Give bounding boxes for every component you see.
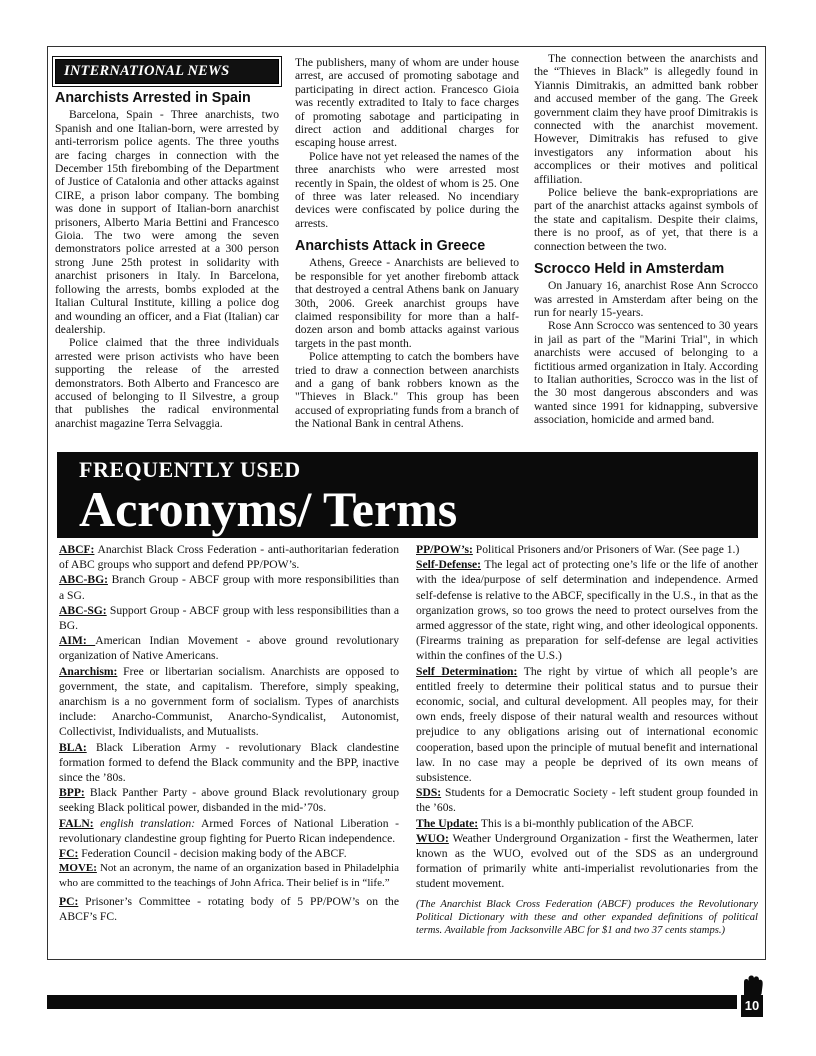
article-paragraph: The publishers, many of whom are under house arrest, are accused of promoting sabotage and participating in direct action. Francesco Gioia was recently extradited to Italy to face charges of promoting sabotage and participating in direct action and additional charges for escaping house arrest.	[295, 56, 519, 150]
glossary-entry: WUO: Weather Underground Organization - first the Weathermen, later known as the WUO, evolved out of the SDS as an underground formation of primarily white anti-imperialist revolutionaries from the student movement.	[416, 831, 758, 891]
news-column-2	[295, 56, 519, 431]
article-paragraph: Rose Ann Scrocco was sentenced to 30 years in jail as part of the "Marini Trial", in which anarchists were accused of belonging to a fictitious armed organization in Italy. According to Italian authorities, Scrocco was in the list of the 30 most dangerous absconders and was wanted since 1991 for kidnapping, subversive association, homicide and armed band.	[534, 319, 758, 427]
glossary-entry: SDS: Students for a Democratic Society - left student group founded in the ’60s.	[416, 786, 758, 815]
page-number: 10	[741, 995, 763, 1017]
glossary-banner	[57, 452, 758, 538]
article-title-spain: Anarchists Arrested in Spain	[55, 90, 251, 107]
article-paragraph: Barcelona, Spain - Three anarchists, two Spanish and one Italian-born, were arrested by anti-terrorism police agents. The three youths are facing charges in connection with the December 15th firebombing of the Department of Justice of Catalonia and other attacks against CIRE, a prison labor company. The bombing was done in support of Italian-born anarchist prisoners, Alberto Maria Bettini and Francesco Gioia. The two were among the seven demonstrators police arrested at a 300 person strong June 25th protest in solidarity with anarchist prisoners in Italy. In Barcelona, following the arrests, bombs exploded at the Italian Cultural Institute, killing a police dog and wounding an officer, and a Fiat (Italian) car dealership.	[55, 108, 279, 336]
footer-bar	[47, 995, 737, 1009]
banner-subtitle: FREQUENTLY USED	[79, 457, 301, 482]
glossary-entry: FALN: english translation: Armed Forces of National Liberation - revolutionary clandestine group fighting for Puerto Rican independence.	[59, 816, 399, 845]
glossary-entry: ABCF: Anarchist Black Cross Federation - anti-authoritarian federation of ABC groups who support and defend PP/POW’s.	[59, 543, 399, 572]
glossary-entry: BLA: Black Liberation Army - revolutionary Black clandestine formation formed to defend the Black community and the BPP, inactive since the ’80s.	[59, 740, 399, 785]
glossary-entry: Self Determination: The right by virtue of which all people’s are entitled freely to determine their political status and to pursue their economic, social, and cultural development. All peoples may, for their own ends, freely dispose of their natural wealth and resources without prejudice to any obligations arising out of international economic cooperation, based upon the principle of mutual benefit and international law. In no case may a people be deprived of its own means of subsistence.	[416, 664, 758, 785]
article-paragraph: Police believe the bank-expropriations are part of the anarchist attacks against symbols of the state and capitalism. Despite their claims, there is no proof, as of yet, that there is a connection between the two.	[534, 186, 758, 253]
article-title-greece: Anarchists Attack in Greece	[295, 238, 486, 255]
publication-note: (The Anarchist Black Cross Federation (ABCF) produces the Revolutionary Political Dictionary with these and other expanded definitions of political terms. Available from Jacksonville ABC for $1 and two 37 cents stamps.)	[416, 898, 758, 937]
article-paragraph: Police attempting to catch the bombers have tried to draw a connection between anarchists and a gang of bank robbers known as the "Thieves in Black." This group has been accused of expropriating funds from a branch of the National Bank in central Athens.	[295, 350, 519, 431]
article-paragraph: Police claimed that the three individuals arrested were prison activists who have been supporting the release of the arrested demonstrators. Both Alberto and Francesco are accused of belonging to Il Silvestre, a group that publishes the radical environmental anarchist magazine Terra Selvaggia.	[55, 336, 279, 430]
glossary-entry: Anarchism: Free or libertarian socialism. Anarchists are opposed to government, the state, and capitalism. Therefore, simply speaking, anarchism is a no government form of socialism. Types of anarchists include: Anarcho-Communist, Anarcho-Syndicalist, Autonomist, Collectivist, Individualists, and Mutualists.	[59, 664, 399, 739]
glossary-entry: ABC-BG: Branch Group - ABCF group with more responsibilities than a SG.	[59, 573, 399, 602]
glossary-right	[416, 542, 758, 938]
glossary-entry: PP/POW’s: Political Prisoners and/or Prisoners of War. (See page 1.)	[416, 543, 740, 556]
glossary-entry: MOVE: Not an acronym, the name of an organization based in Philadelphia who are committed to the teachings of John Africa. Their belief is in “life.”	[59, 862, 399, 890]
article-paragraph: Police have not yet released the names of the three anarchists who were arrested most recently in Spain, the oldest of whom is 25. One of three was later released. No incendiary devices were confiscated by police during the arrests.	[295, 149, 519, 230]
glossary-entry: BPP: Black Panther Party - above ground Black revolutionary group seeking Black political power, disbanded in the mid-’70s.	[59, 786, 399, 815]
article-paragraph: On January 16, anarchist Rose Ann Scrocco was arrested in Amsterdam after being on the run for nearly 15-years.	[534, 279, 758, 319]
news-column-1	[55, 56, 279, 430]
glossary-entry: The Update: This is a bi-monthly publication of the ABCF.	[416, 816, 694, 830]
news-column-3	[534, 52, 758, 427]
glossary-entry: AIM: American Indian Movement - above ground revolutionary organization of Native Americans.	[59, 634, 399, 663]
glossary-left	[59, 542, 399, 924]
banner-title: Acronyms/ Terms	[79, 481, 458, 537]
glossary-entry: PC: Prisoner’s Committee - rotating body of 5 PP/POW’s on the ABCF’s FC.	[59, 894, 399, 923]
article-paragraph: Athens, Greece - Anarchists are believed to be responsible for yet another firebomb attack that destroyed a central Athens bank on January 30th, 2006. Greek anarchist groups have claimed responsibility for more than a half-dozen arson and bomb attacks against various targets in the past month.	[295, 256, 519, 350]
glossary-entry: Self-Defense: The legal act of protecting one’s life or the life of another with the idea/purpose of self determination and independence. Armed self-defense is relative to the ABCF, specifically in the U.S., in that as the organization grows, so too grows the need to protect ourselves from the armed aggressor of the state, right wing, and other ideological opponents. (Firearms training as preparation for self-defense are legal activities within the confines of the U.S.)	[416, 558, 758, 663]
glossary-entry: FC: Federation Council - decision making body of the ABCF.	[59, 847, 347, 861]
article-paragraph: The connection between the anarchists and the “Thieves in Black” is allegedly found in Yiannis Dimitrakis, an admitted bank robber and accused member of the gang. The Greek government claim they have proof Dimitrakis is connected with the anarchist movement. However, Dimitrakis has refused to give investigators any information about his accomplices or their motives and political affiliation.	[534, 52, 758, 186]
article-title-amsterdam: Scrocco Held in Amsterdam	[534, 261, 725, 278]
glossary-entry: ABC-SG: Support Group - ABCF group with less responsibilities than a BG.	[59, 603, 399, 633]
section-label: INTERNATIONAL NEWS	[55, 59, 279, 84]
